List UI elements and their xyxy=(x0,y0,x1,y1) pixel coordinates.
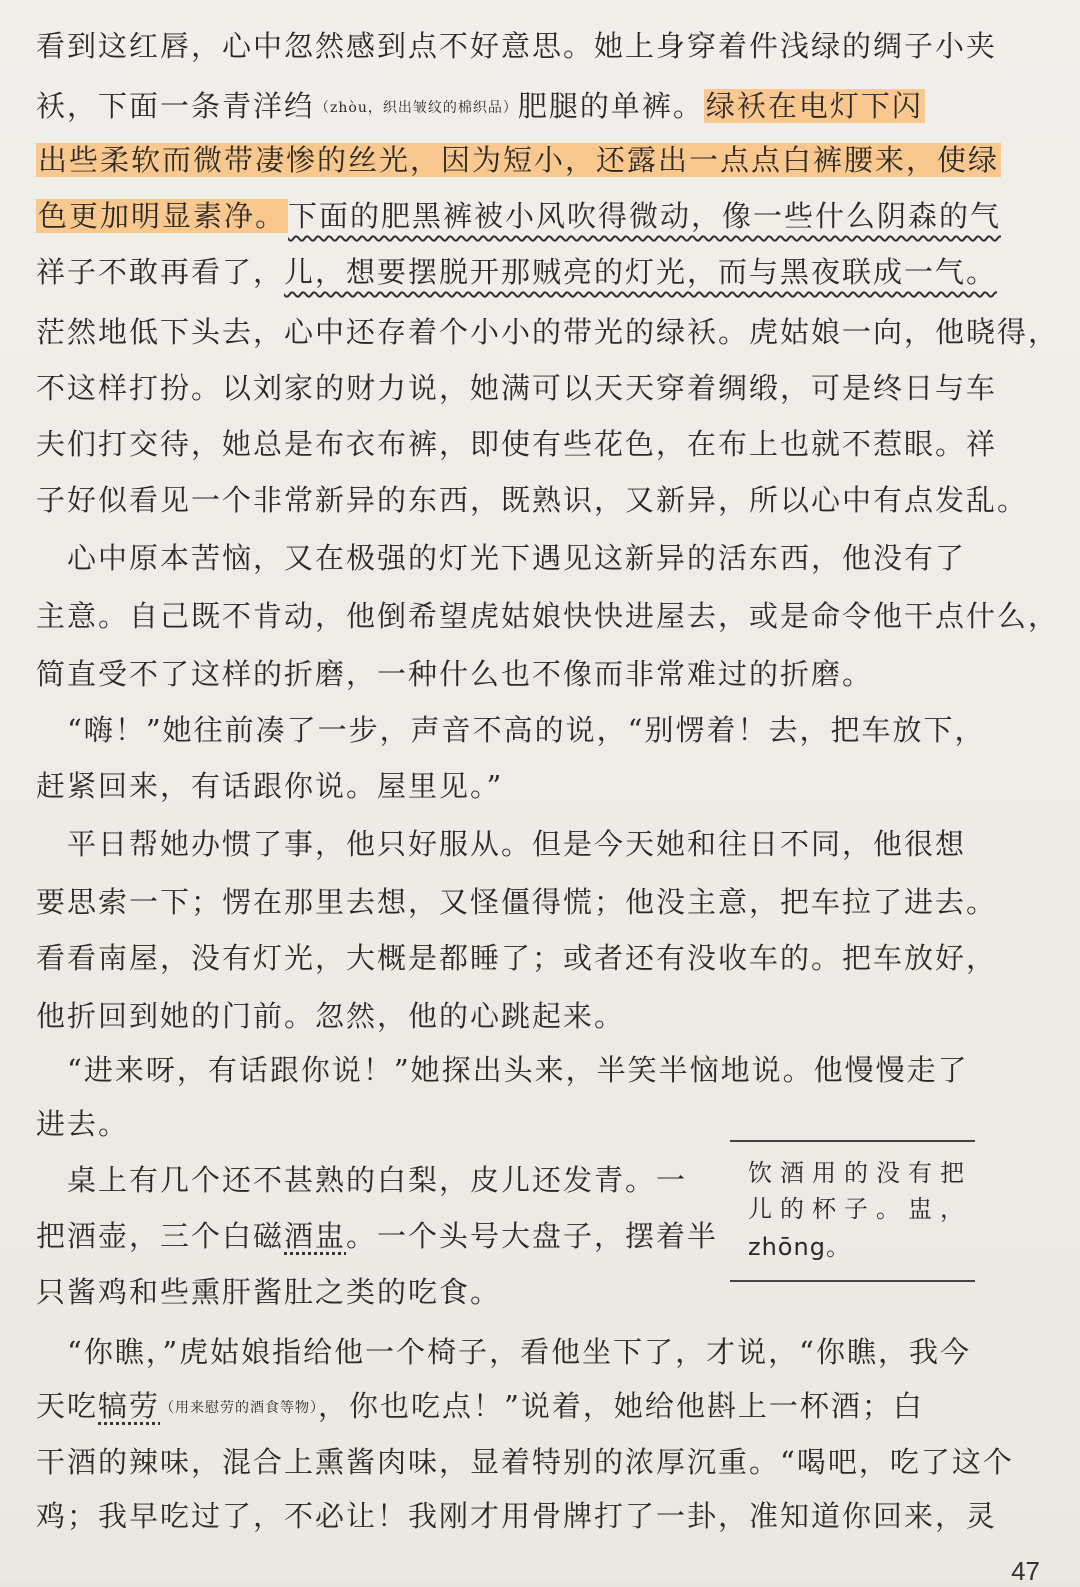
line-text-rest: 肥腿的单裤。 xyxy=(517,89,704,123)
text-line xyxy=(36,1332,971,1372)
note-line-2: 儿的杯子。盅， xyxy=(748,1195,972,1223)
text-line xyxy=(36,140,1001,180)
text-line xyxy=(36,26,997,66)
text-line xyxy=(36,710,985,750)
text-line xyxy=(36,1216,718,1256)
note-line-3: zhōng。 xyxy=(748,1233,851,1261)
line-text: 平日帮她办惯了事，他只好服从。但是今天她和往日不同，他很想 xyxy=(36,827,967,861)
text-line xyxy=(36,424,997,464)
line-text: “你瞧，”虎姑娘指给他一个椅子，看他坐下了，才说，“你瞧，我今 xyxy=(36,1335,971,1369)
text-line xyxy=(36,996,625,1036)
glossed-word: 酒盅 xyxy=(284,1219,347,1253)
line-text: 不这样打扮。以刘家的财力说，她满可以天天穿着绸缎，可是终日与车 xyxy=(36,371,998,405)
line-text-rest: 。一个头号大盘子，摆着半 xyxy=(346,1219,719,1253)
line-text: 进去。 xyxy=(36,1107,130,1141)
highlighted-text: 色更加明显素净。 xyxy=(38,199,287,233)
text-line xyxy=(36,1386,924,1428)
line-text-rest: 祥子不敢再看了， xyxy=(36,255,285,289)
text-line xyxy=(36,1272,501,1312)
text-line xyxy=(36,938,997,978)
line-text: 袄，下面一条青洋绉 xyxy=(36,89,316,123)
line-text: 只酱鸡和些熏肝酱肚之类的吃食。 xyxy=(36,1275,502,1309)
page-number: 47 xyxy=(1011,1556,1040,1586)
line-text: 把酒壶，三个白磁 xyxy=(36,1219,285,1253)
line-text: 看到这红唇，心中忽然感到点不好意思。她上身穿着件浅绿的绸子小夹 xyxy=(36,29,998,63)
text-line xyxy=(36,824,966,864)
line-text: 茫然地低下头去，心中还存着个小小的带光的绿袄。虎姑娘一向，他晓得， xyxy=(36,315,1060,349)
text-line xyxy=(36,480,1028,520)
line-text: 主意。自己既不肯动，他倒希望虎姑娘快快进屋去，或是命令他干点什么， xyxy=(36,599,1060,633)
side-note xyxy=(730,1140,980,1285)
text-line xyxy=(36,252,997,292)
text-line xyxy=(36,596,1059,636)
note-line-1: 饮酒用的没有把 xyxy=(748,1159,972,1187)
line-text: 鸡；我早吃过了，不必让！我刚才用骨牌打了一卦，准知道你回来，灵 xyxy=(36,1499,998,1533)
underlined-text: 下面的肥黑裤被小风吹得微动，像一些什么阴森的气 xyxy=(288,199,1002,233)
note-bottom-rule xyxy=(730,1280,975,1282)
line-text: 他折回到她的门前。忽然，他的心跳起来。 xyxy=(36,999,626,1033)
line-text: 子好似看见一个非常新异的东西，既熟识，又新异，所以心中有点发乱。 xyxy=(36,483,1029,517)
highlighted-text: 绿袄在电灯下闪 xyxy=(705,89,923,123)
text-line xyxy=(36,312,1059,352)
line-text: 夫们打交待，她总是布衣布裤，即使有些花色，在布上也就不惹眼。祥 xyxy=(36,427,998,461)
line-text: “进来呀，有话跟你说！”她探出头来，半笑半恼地说。他慢慢走了 xyxy=(36,1053,969,1087)
text-line xyxy=(36,1160,687,1200)
text-line xyxy=(36,882,997,922)
line-text: 简直受不了这样的折磨，一种什么也不像而非常难过的折磨。 xyxy=(36,657,874,691)
text-line xyxy=(36,368,997,408)
text-line xyxy=(36,86,925,128)
line-text: 看看南屋，没有灯光，大概是都睡了；或者还有没收车的。把车放好， xyxy=(36,941,998,975)
text-line xyxy=(36,1050,969,1090)
text-line xyxy=(36,196,1001,236)
inline-annotation: （用来慰劳的酒食等物） xyxy=(160,1400,319,1416)
line-text: 赶紧回来，有话跟你说。屋里见。” xyxy=(36,769,504,803)
line-text: 干酒的辣味，混合上熏酱肉味，显着特别的浓厚沉重。“喝吧，吃了这个 xyxy=(36,1445,1014,1479)
highlighted-text: 出些柔软而微带凄惨的丝光，因为短小，还露出一点点白裤腰来，使绿 xyxy=(38,143,1000,177)
underlined-text: 儿，想要摆脱开那贼亮的灯光，而与黑夜联成一气。 xyxy=(284,255,998,289)
line-text: 桌上有几个还不甚熟的白梨，皮儿还发青。一 xyxy=(36,1163,688,1197)
text-line xyxy=(36,766,503,806)
text-line xyxy=(36,1496,997,1536)
line-text: 心中原本苦恼，又在极强的灯光下遇见这新异的活东西，他没有了 xyxy=(36,541,967,575)
line-text: 天吃 xyxy=(36,1389,99,1423)
text-line xyxy=(36,1104,129,1144)
line-text: “嗨！”她往前凑了一步，声音不高的说，“别愣着！去，把车放下， xyxy=(36,713,986,747)
text-line xyxy=(36,1442,1014,1482)
inline-annotation: （zhòu，织出皱纹的棉织品） xyxy=(315,100,518,116)
line-text-rest: ，你也吃点！”说着，她给他斟上一杯酒；白 xyxy=(318,1389,924,1423)
text-line xyxy=(36,654,873,694)
note-top-rule xyxy=(730,1140,975,1142)
line-text: 要思索一下；愣在那里去想，又怪僵得慌；他没主意，把车拉了进去。 xyxy=(36,885,998,919)
glossed-word: 犒劳 xyxy=(98,1389,161,1423)
text-line xyxy=(36,538,966,578)
